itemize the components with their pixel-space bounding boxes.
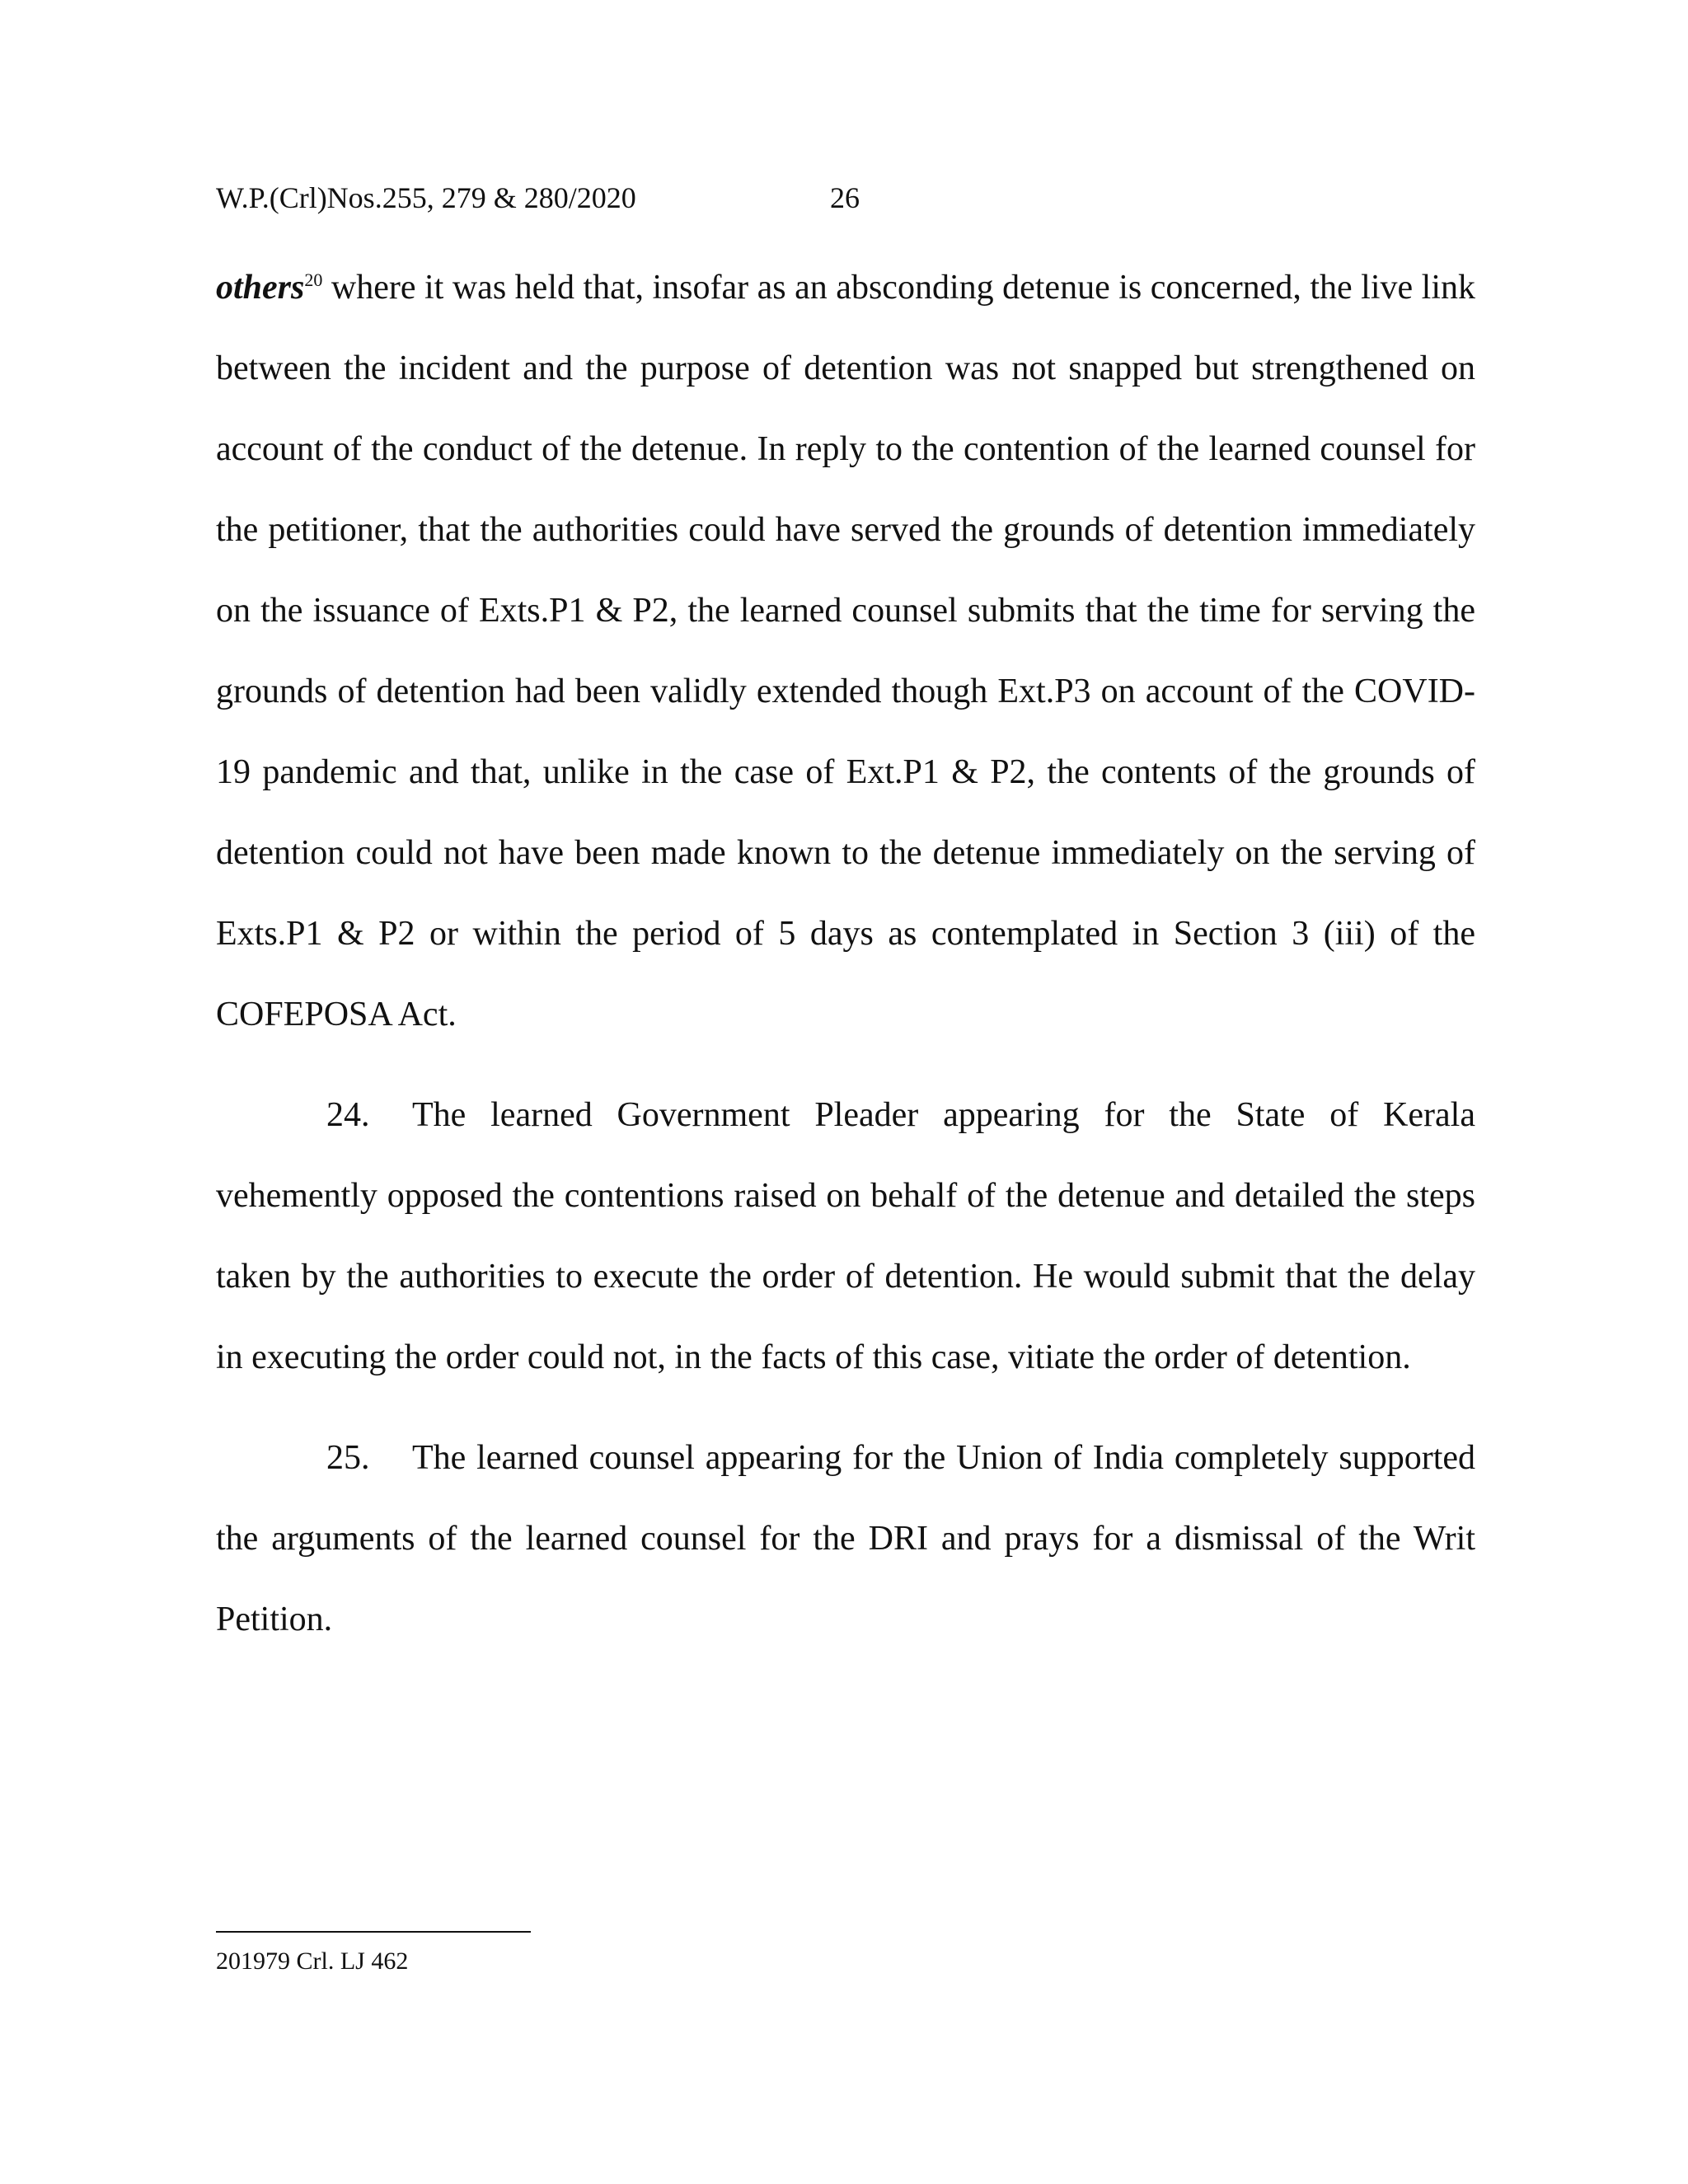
page-header (216, 178, 860, 218)
paragraph-text: The learned Government Pleader appearing for the State of Kerala vehemently opposed the contentions raised on behalf of the detenue and detailed the steps taken by the authorities to execute the order of detention. He would submit that the delay in executing the order could not, in the facts of this case, vitiate the order of detention. (216, 1096, 1475, 1376)
footnote-divider (216, 1931, 531, 1933)
paragraph-text: where it was held that, insofar as an absconding detenue is concerned, the live link between the incident and the purpose of detention was not snapped but strengthened on account of the conduct of the detenue. In reply to the contention of the learned counsel for the petitioner, that the authorities could have served the grounds of detention immediately on the issuance of Exts.P1 & P2, the learned counsel submits that the time for serving the grounds of detention had been validly extended though Ext.P3 on account of the COVID-19 pandemic and that, unlike in the case of Ext.P1 & P2, the contents of the grounds of detention could not have been made known to the detenue immediately on the serving of Exts.P1 & P2 or within the period of 5 days as contemplated in Section 3 (iii) of the COFEPOSA Act. (216, 269, 1475, 1033)
paragraph-number: 24. (326, 1096, 370, 1134)
case-name: others (216, 269, 305, 307)
page-number: 26 (830, 181, 860, 214)
judgment-body (216, 247, 1475, 1660)
paragraph-text: The learned counsel appearing for the Union of India completely supported the arguments of the learned counsel for the DRI and prays for a dismissal of the Writ Petition. (216, 1439, 1475, 1638)
footnote: 201979 Crl. LJ 462 (216, 1947, 409, 1975)
footnote-reference: 20 (304, 269, 323, 290)
paragraph-24 (216, 1075, 1475, 1398)
paragraph-25 (216, 1418, 1475, 1660)
case-number: W.P.(Crl)Nos.255, 279 & 280/2020 (216, 181, 636, 214)
paragraph-number: 25. (326, 1439, 370, 1477)
paragraph-continued (216, 247, 1475, 1055)
